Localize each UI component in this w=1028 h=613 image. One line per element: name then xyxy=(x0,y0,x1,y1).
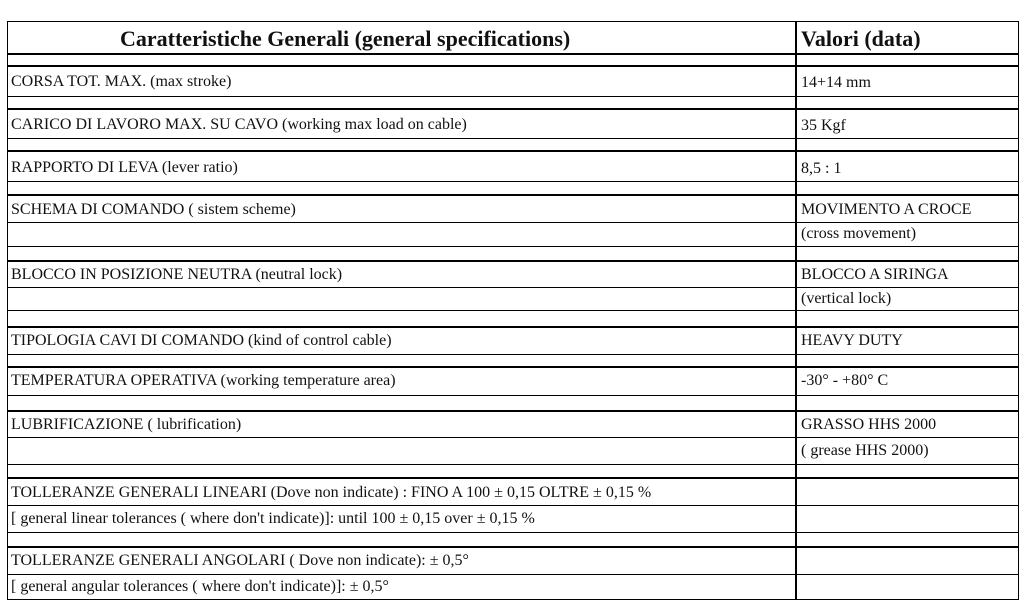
header-values: Valori (data) xyxy=(801,26,921,51)
spec-value-translation: (cross movement) xyxy=(801,225,917,242)
spec-label: TOLLERANZE GENERALI LINEARI (Dove non indicate) : FINO A 100 ± 0,15 OLTRE ± 0,15 % xyxy=(11,484,652,501)
table-rule xyxy=(7,287,1019,288)
spec-label: TOLLERANZE GENERALI ANGOLARI ( Dove non indicate): ± 0,5° xyxy=(11,552,469,569)
spec-label: LUBRIFICAZIONE ( lubrification) xyxy=(11,416,242,433)
spec-label: CORSA TOT. MAX. (max stroke) xyxy=(11,73,232,90)
table-rule xyxy=(7,477,1019,479)
table-rule xyxy=(7,395,1019,396)
header-specifications: Caratteristiche Generali (general specifications) xyxy=(120,26,571,51)
table-rule xyxy=(7,181,1019,182)
spec-label-translation: [ general linear tolerances ( where don't indicate)]: until 100 ± 0,15 over ± 0,15 % xyxy=(11,510,535,527)
table-rule xyxy=(7,437,1019,438)
table-rule xyxy=(7,260,1019,262)
spec-value: GRASSO HHS 2000 xyxy=(801,416,937,433)
spec-value: HEAVY DUTY xyxy=(801,332,903,349)
table-rule xyxy=(7,138,1019,139)
table-rule xyxy=(7,53,1019,55)
column-divider xyxy=(795,21,797,600)
table-rule xyxy=(7,546,1019,548)
spec-label: SCHEMA DI COMANDO ( sistem scheme) xyxy=(11,201,296,218)
table-rule xyxy=(7,65,1019,67)
spec-label: RAPPORTO DI LEVA (lever ratio) xyxy=(11,159,238,176)
spec-value: 14+14 mm xyxy=(801,74,871,91)
table-rule xyxy=(7,574,1019,575)
spec-label: TEMPERATURA OPERATIVA (working temperature area) xyxy=(11,372,396,389)
spec-value: 35 Kgf xyxy=(801,117,846,134)
table-rule xyxy=(7,246,1019,247)
table-rule xyxy=(7,505,1019,506)
table-rule xyxy=(7,222,1019,223)
spec-value: -30° - +80° C xyxy=(801,372,889,389)
table-rule xyxy=(7,366,1019,368)
spec-value: BLOCCO A SIRINGA xyxy=(801,266,949,283)
spec-label: BLOCCO IN POSIZIONE NEUTRA (neutral lock) xyxy=(11,266,343,283)
table-rule xyxy=(7,194,1019,196)
spec-label: TIPOLOGIA CAVI DI COMANDO (kind of control cable) xyxy=(11,332,392,349)
spec-value-translation: (vertical lock) xyxy=(801,290,892,307)
table-rule xyxy=(7,354,1019,355)
table-rule xyxy=(7,96,1019,97)
spec-value-translation: ( grease HHS 2000) xyxy=(801,442,929,459)
table-rule xyxy=(7,326,1019,328)
spec-value: 8,5 : 1 xyxy=(801,160,842,177)
spec-label-translation: [ general angular tolerances ( where don't indicate)]: ± 0,5° xyxy=(11,578,389,595)
specifications-table xyxy=(7,21,1019,600)
table-rule xyxy=(7,150,1019,152)
table-rule xyxy=(7,108,1019,110)
table-rule xyxy=(7,464,1019,465)
table-rule xyxy=(7,532,1019,533)
spec-value: MOVIMENTO A CROCE xyxy=(801,201,972,218)
spec-label: CARICO DI LAVORO MAX. SU CAVO (working max load on cable) xyxy=(11,116,467,133)
table-rule xyxy=(7,310,1019,311)
table-rule xyxy=(7,410,1019,412)
